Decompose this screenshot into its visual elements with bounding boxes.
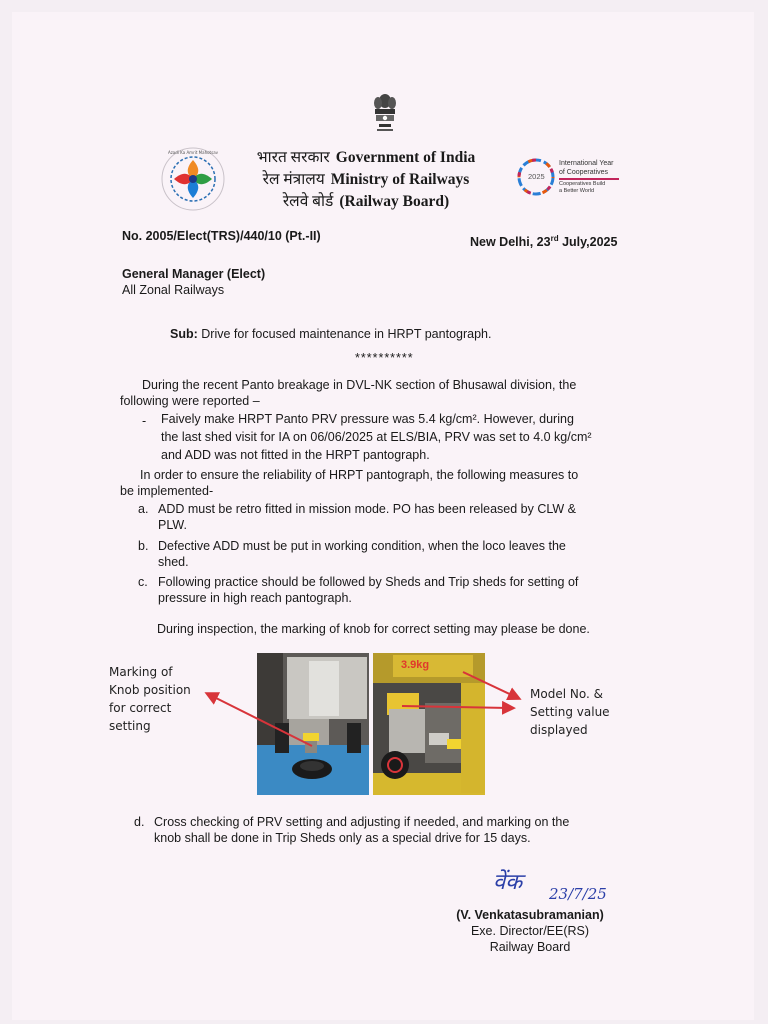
item-d-line2: knob shall be done in Trip Sheds only as a special drive for 15 days. bbox=[154, 831, 531, 845]
coop-line-4: a Better World bbox=[559, 187, 595, 194]
right-caption-line2: Setting value bbox=[530, 705, 610, 719]
addressee-to: All Zonal Railways bbox=[122, 283, 225, 297]
inspection-note: During inspection, the marking of knob for correct setting may please be done. bbox=[157, 622, 590, 636]
cooperatives-year: 2025 bbox=[528, 172, 545, 181]
subject-stars: ********** bbox=[355, 351, 414, 365]
signatory-name: (V. Venkatasubramanian) bbox=[456, 908, 604, 922]
hindi-govt: भारत सरकार bbox=[256, 149, 330, 166]
right-caption-line3: displayed bbox=[530, 723, 588, 737]
date-place: New Delhi, 23 bbox=[470, 235, 551, 250]
para1-line2: following were reported – bbox=[120, 394, 260, 408]
signatory-designation: Exe. Director/EE(RS) bbox=[470, 924, 590, 938]
signatory-office: Railway Board bbox=[489, 940, 571, 954]
item-c-line2: pressure in high reach pantograph. bbox=[158, 591, 352, 605]
left-caption-line4: setting bbox=[109, 719, 151, 733]
english-board: (Railway Board) bbox=[339, 193, 450, 210]
coop-line-2: of Cooperatives bbox=[559, 168, 609, 176]
photo-setting-label: 3.9kg bbox=[401, 659, 430, 671]
signatory-block bbox=[444, 907, 616, 955]
coop-line-1: International Year bbox=[559, 160, 614, 167]
item-b-line2: shed. bbox=[158, 555, 189, 569]
item-b-marker: b. bbox=[138, 539, 149, 553]
arrow-upper-to-right-caption bbox=[463, 672, 518, 698]
hindi-ministry: रेल मंत्रालय bbox=[262, 171, 325, 188]
bullet-line2: the last shed visit for IA on 06/06/2025 at ELS/BIA, PRV was set to 4.0 kg/cm² bbox=[161, 430, 592, 444]
left-caption-line2: Knob position bbox=[109, 683, 191, 697]
english-govt: Government of India bbox=[335, 149, 476, 166]
para2-line1: In order to ensure the reliability of HRPT pantograph, the following measures to bbox=[140, 468, 579, 482]
subject-label: Sub: bbox=[170, 327, 198, 341]
left-caption-line1: Marking of bbox=[109, 665, 173, 679]
coop-line-3: Cooperatives Build bbox=[559, 181, 606, 187]
left-logo-text: Azadi Ka Amrit Mahotsav bbox=[167, 150, 219, 155]
addressee-title: General Manager (Elect) bbox=[122, 267, 266, 281]
bullet-line1: Faively make HRPT Panto PRV pressure was 5.4 kg/cm². However, during bbox=[161, 412, 574, 426]
item-b-line1: Defective ADD must be put in working condition, when the loco leaves the bbox=[158, 539, 566, 553]
item-c-marker: c. bbox=[138, 575, 148, 589]
hindi-board: रेलवे बोर्ड bbox=[282, 193, 334, 210]
bullet-dash: - bbox=[142, 414, 147, 428]
item-a-line1: ADD must be retro fitted in mission mode. PO has been released by CLW & bbox=[158, 502, 577, 516]
signature-scrawl: वेंक bbox=[493, 870, 523, 895]
left-caption-line3: for correct bbox=[109, 701, 172, 715]
item-d-line1: Cross checking of PRV setting and adjusting if needed, and marking on the bbox=[154, 815, 570, 829]
arrow-lower-to-right-caption bbox=[402, 706, 512, 708]
right-caption-line1: Model No. & bbox=[530, 687, 603, 701]
letter-number: No. 2005/Elect(TRS)/440/10 (Pt.-II) bbox=[122, 229, 321, 243]
bullet-line3: and ADD was not fitted in the HRPT pantograph. bbox=[161, 448, 430, 462]
para2-line2: be implemented- bbox=[120, 484, 214, 498]
arrow-to-left-caption bbox=[208, 694, 312, 746]
para1-line1: During the recent Panto breakage in DVL-NK section of Bhusawal division, the bbox=[142, 378, 577, 392]
item-a-line2: PLW. bbox=[158, 518, 187, 532]
subject-text: Drive for focused maintenance in HRPT pantograph. bbox=[197, 327, 492, 341]
item-a-marker: a. bbox=[138, 502, 149, 516]
date-sup: rd bbox=[550, 234, 559, 243]
date-rest: July,2025 bbox=[558, 235, 618, 250]
english-ministry: Ministry of Railways bbox=[330, 171, 470, 188]
item-c-line1: Following practice should be followed by Sheds and Trip sheds for setting of bbox=[158, 575, 579, 589]
signature-date: 23/7/25 bbox=[549, 885, 607, 903]
item-d-marker: d. bbox=[134, 815, 145, 829]
